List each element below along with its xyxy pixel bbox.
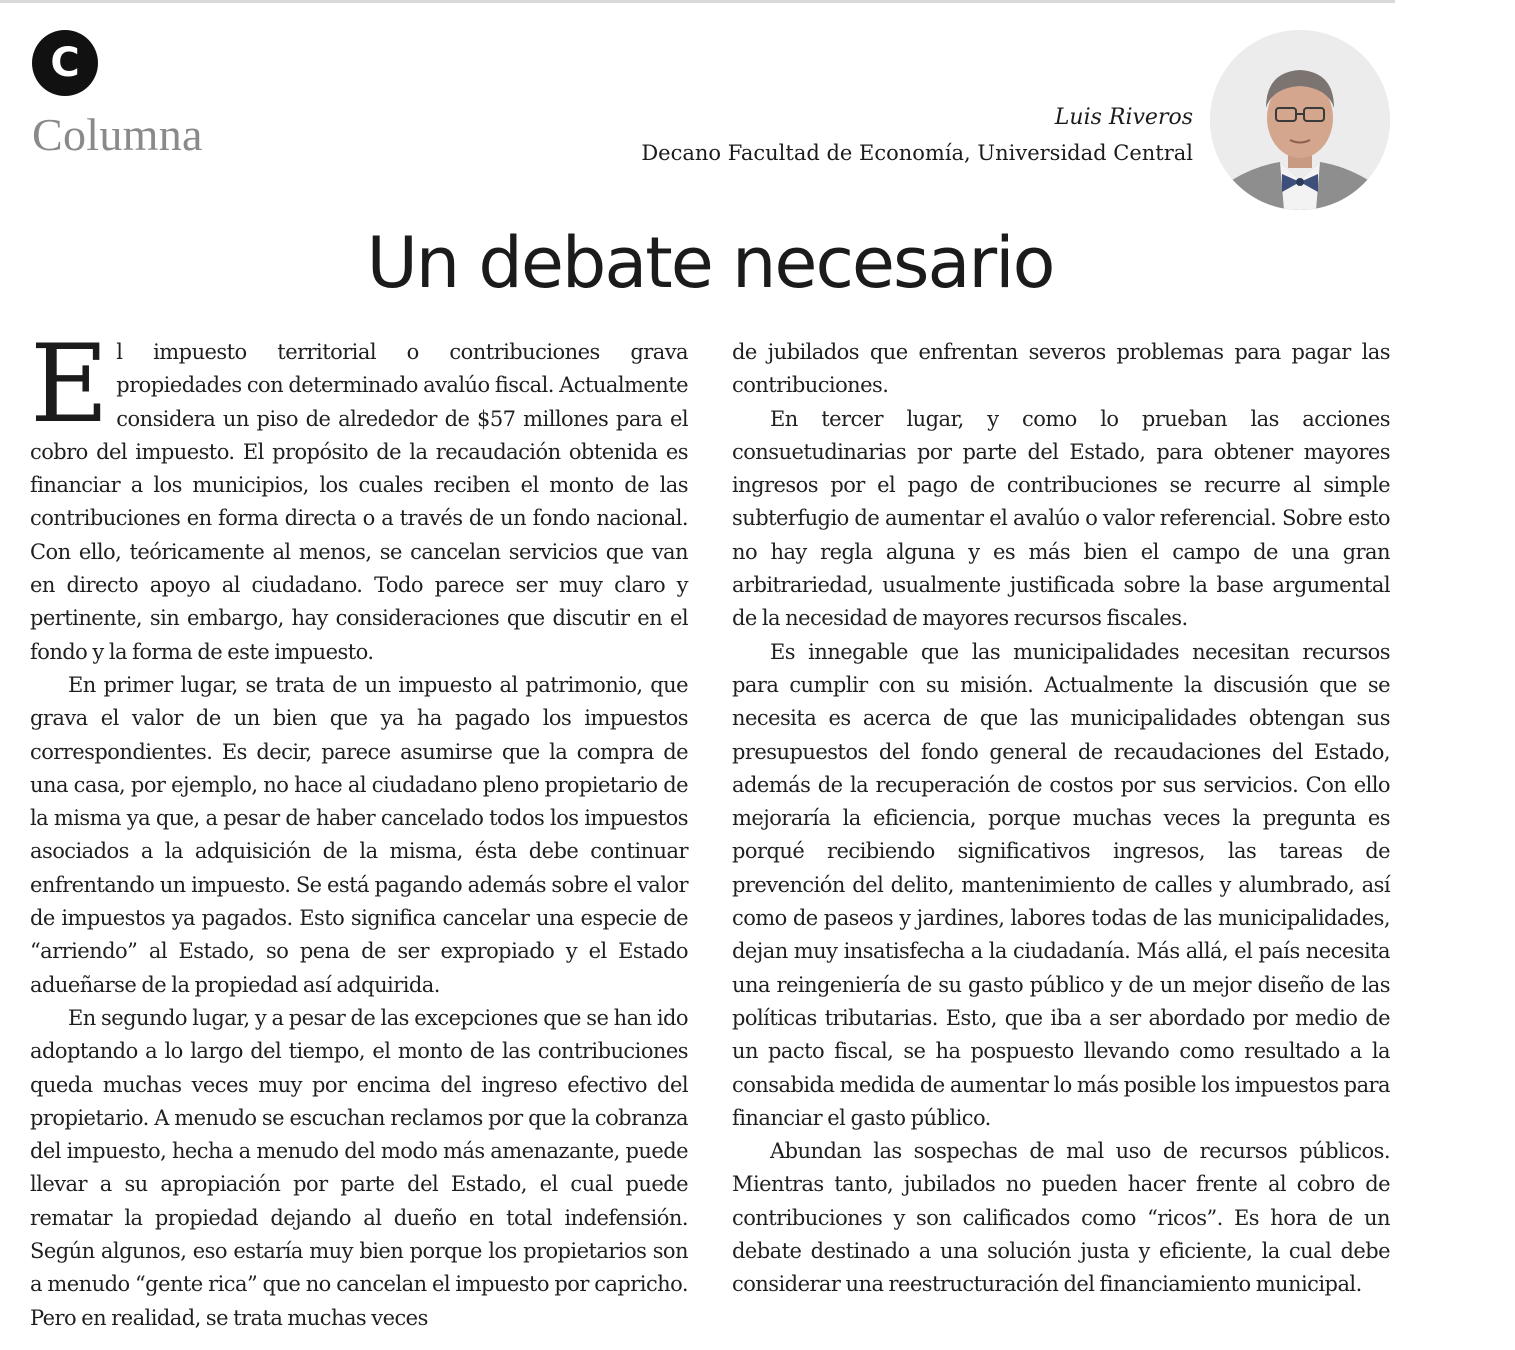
section-label: Columna	[32, 109, 203, 160]
article-paragraph: En segundo lugar, y a pesar de las excepciones que se han ido adoptando a lo largo del tiempo, el monto de las contribuciones queda muchas veces muy por encima del ingreso efectivo del propietario. A menudo se escuchan reclamos por que la cobranza del impuesto, hecha a menudo del modo más amenazante, puede llevar a su apropiación por parte del Estado, el cual puede rematar la propiedad dejando al dueño en total indefensión. Según algunos, eso estaría muy bien porque los propietarios son a menudo “gente rica” que no cancelan el impuesto por capricho. Pero en realidad, se trata muchas veces	[30, 1005, 688, 1330]
article-paragraph: En tercer lugar, y como lo prueban las acciones consuetudinarias por parte del Estado, para obtener mayores ingresos por el pago de contribuciones se recurre al simple subterfugio de aumentar el avalúo o valor referencial. Sobre esto no hay regla alguna y es más bien el campo de una gran arbitrariedad, usualmente justificada sobre la base argumental de la necesidad de mayores recursos fiscales.	[732, 406, 1390, 631]
author-title: Decano Facultad de Economía, Universidad Central	[641, 141, 1193, 165]
article-paragraph: Es innegable que las municipalidades necesitan recursos para cumplir con su misión. Actualmente la discusión que se necesita es acerca de que las municipalidades obtengan sus presupuestos del fondo general de recaudaciones del Estado, además de la recuperación de costos por sus servicios. Con ello mejoraría la eficiencia, porque muchas veces la pregunta es porqué recibiendo significativos ingresos, las tareas de prevención del delito, mantenimiento de calles y alumbrado, así como de paseos y jardines, labores todas de las municipalidades, dejan muy insatisfecha a la ciudadanía. Más allá, el país necesita una reingeniería de su gasto público y de un mejor diseño de las políticas tributarias. Esto, que iba a ser abordado por medio de un pacto fiscal, se ha pospuesto llevando como resultado a la consabida medida de aumentar lo más posible los impuestos para financiar el gasto público.	[732, 639, 1390, 1130]
article-paragraph	[30, 322, 688, 669]
column-badge-icon: C	[32, 30, 98, 96]
article-paragraph: Abundan las sospechas de mal uso de recursos públicos. Mientras tanto, jubilados no pueden hacer frente al cobro de contribuciones y son calificados como “ricos”. Es hora de un debate destinado a una solución justa y eficiente, la cual debe considerar una reestructuración del financiamiento municipal.	[732, 1139, 1390, 1297]
article-paragraph: de jubilados que enfrentan severos problemas para pagar las contribuciones.	[732, 340, 1390, 398]
article-paragraph: En primer lugar, se trata de un impuesto al patrimonio, que grava el valor de un bien que ya ha pagado los impuestos correspondientes. Es decir, parece asumirse que la compra de una casa, por ejemplo, no hace al ciudadano pleno propietario de la misma ya que, a pesar de haber cancelado todos los impuestos asociados a la adquisición de la misma, ésta debe continuar enfrentando un impuesto. Se está pagando además sobre el valor de impuestos ya pagados. Esto significa cancelar una especie de “arriendo” al Estado, so pena de ser expropiado y el Estado adueñarse de la propiedad así adquirida.	[30, 672, 688, 997]
author-photo	[1210, 30, 1390, 210]
article-column-right	[732, 336, 1390, 1302]
drop-cap: E	[30, 322, 109, 447]
article-column-left	[30, 322, 688, 1335]
top-rule	[0, 0, 1395, 3]
author-block	[641, 102, 1193, 172]
article-headline: Un debate necesario	[366, 222, 1054, 304]
author-name: Luis Riveros	[1054, 105, 1193, 130]
paragraph-text: l impuesto territorial o contribuciones grava propiedades con determinado avalúo fiscal. Actualmente considera un piso de alrededor de $57 millones para el cobro del impuesto. El propósito de la recaudación obtenida es financiar a los municipios, los cuales reciben el monto de las contribuciones en forma directa o a través de un fondo nacional. Con ello, teóricamente al menos, se cancelan servicios que van en directo apoyo al ciudadano. Todo parece ser muy claro y pertinente, sin embargo, hay consideraciones que discutir en el fondo y la forma de este impuesto.	[30, 340, 688, 664]
